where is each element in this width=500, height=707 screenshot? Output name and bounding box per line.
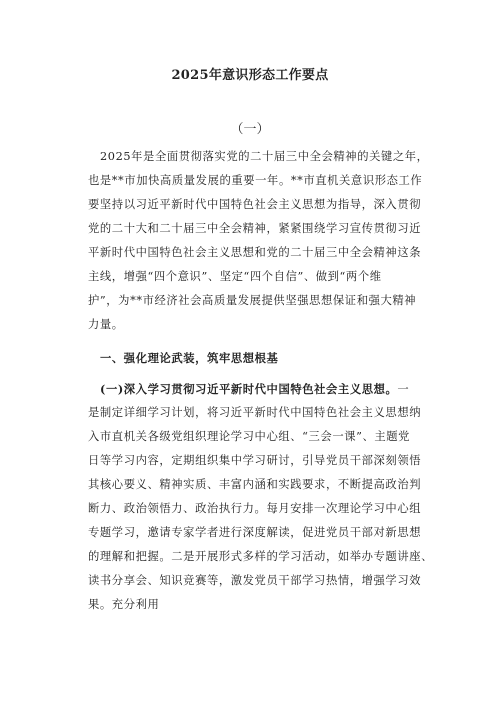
body-line: 读书分享会、知识竞赛等，激发党员干部学习热情，增强学习效 bbox=[88, 574, 422, 587]
section-number: （一） bbox=[230, 122, 270, 137]
body-line: 专题学习，邀请专家学者进行深度解读，促进党员干部对新思想 bbox=[88, 526, 422, 539]
body-line: 入市直机关各级党组织理论学习中心组、“三会一课”、主题党 bbox=[88, 430, 411, 443]
body-line: 其核心要义、精神实质、丰富内涵和实践要求，不断提高政治判 bbox=[88, 478, 422, 491]
body-line: 日等学习内容，定期组织集中学习研讨，引导党员干部深刻领悟 bbox=[88, 454, 422, 467]
intro-line: 要坚持以习近平新时代中国特色社会主义思想为指导，深入贯彻 bbox=[88, 198, 422, 211]
sub-heading: (一)深入学习贯彻习近平新时代中国特色社会主义思想。 bbox=[100, 382, 398, 396]
intro-line: 力量。 bbox=[88, 318, 124, 331]
intro-line: 护”，为**市经济社会高质量发展提供坚强思想保证和强大精神 bbox=[88, 294, 417, 307]
sub-heading-tail: 一 bbox=[397, 383, 410, 396]
body-line: 果。充分利用 bbox=[88, 598, 160, 611]
intro-line: 主线，增强“四个意识”、坚定“四个自信”、做到“两个维 bbox=[88, 270, 382, 283]
intro-line: 党的二十大和二十届三中全会精神，紧紧围绕学习宣传贯彻习近 bbox=[88, 222, 422, 235]
body-line: 的理解和把握。二是开展形式多样的学习活动，如举办专题讲座、 bbox=[88, 550, 434, 563]
intro-line: 2025年是全面贯彻落实党的二十届三中全会精神的关键之年， bbox=[100, 150, 429, 163]
document-title: 2025年意识形态工作要点 bbox=[171, 68, 329, 83]
section-heading: 一、强化理论武装，筑牢思想根基 bbox=[100, 351, 279, 365]
body-line: 断力、政治领悟力、政治执行力。每月安排一次理论学习中心组 bbox=[88, 502, 422, 515]
body-line: 是制定详细学习计划，将习近平新时代中国特色社会主义思想纳 bbox=[88, 406, 422, 419]
intro-line: 平新时代中国特色社会主义思想和党的二十届三中全会精神这条 bbox=[88, 246, 422, 259]
intro-line: 也是**市加快高质量发展的重要一年。**市直机关意识形态工作 bbox=[88, 174, 423, 187]
sub-heading-line bbox=[100, 381, 409, 398]
